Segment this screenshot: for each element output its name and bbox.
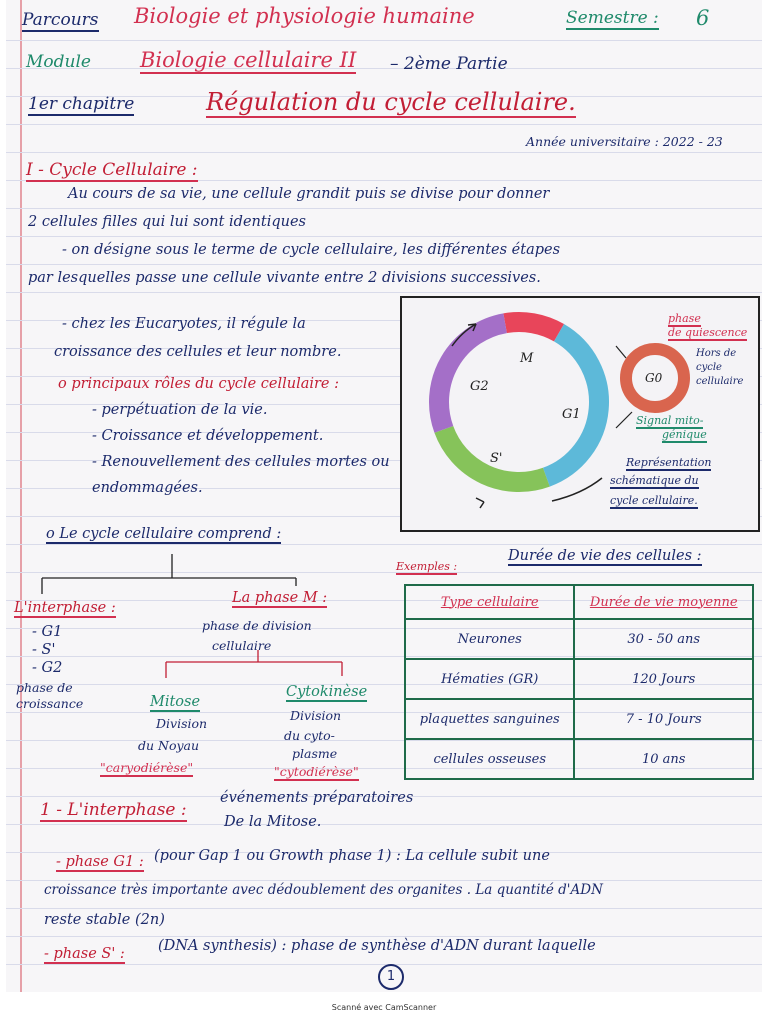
table-row	[405, 659, 753, 699]
annee-universitaire: Année universitaire : 2022 - 23	[526, 134, 723, 149]
phase-quiescence-label: phase	[668, 312, 701, 325]
phase-m-desc: phase de division	[202, 618, 312, 633]
interphase-desc: croissance	[16, 696, 84, 711]
phase-quiescence-label: de quiescence	[668, 326, 748, 339]
cell-duration: 30 - 50 ans	[574, 619, 753, 659]
tree-connectors	[6, 550, 386, 690]
interphase-desc: phase de	[16, 680, 73, 695]
phase-g1-text: reste stable (2n)	[44, 912, 165, 928]
role-item: - perpétuation de la vie.	[92, 402, 268, 418]
section-title: I - Cycle Cellulaire :	[26, 160, 198, 180]
semestre-label: Semestre :	[566, 8, 659, 28]
hors-cycle-label: cellulaire	[696, 376, 744, 387]
arrow-head-icon	[476, 498, 484, 508]
cytokinese-title: Cytokinèse	[286, 684, 368, 700]
cytokinese-desc: Division	[290, 708, 342, 723]
roles-title: o principaux rôles du cycle cellulaire :	[58, 376, 340, 392]
role-item: endommagées.	[92, 480, 203, 496]
arrow-icon	[616, 412, 632, 428]
label-g1: G1	[562, 407, 581, 422]
cell-type: plaquettes sanguines	[405, 699, 574, 739]
phase-g1-arc	[546, 333, 599, 477]
phase-m-title: La phase M :	[232, 590, 328, 606]
ruled-line	[6, 208, 762, 209]
ruled-line	[6, 936, 762, 937]
parcours-label: Parcours	[22, 10, 99, 30]
module-part: – 2ème Partie	[390, 54, 508, 74]
ruled-line	[6, 152, 762, 153]
header-duration: Durée de vie moyenne	[574, 585, 753, 619]
mitose-title: Mitose	[150, 694, 201, 710]
cytokinese-desc: du cyto-	[284, 728, 335, 743]
interphase-title: L'interphase :	[14, 600, 116, 616]
eucaryote-line: - chez les Eucaryotes, il régule la	[62, 316, 306, 332]
ruled-line	[6, 292, 762, 293]
phase-g2-arc	[439, 323, 505, 429]
interphase-section-title: 1 - L'interphase :	[40, 800, 187, 820]
diagram-caption: Représentation	[626, 456, 712, 469]
semestre-value: 6	[696, 6, 710, 30]
ruled-line	[6, 824, 762, 825]
mitose-desc: du Noyau	[138, 738, 200, 753]
interphase-item: - G1	[32, 624, 63, 640]
phase-s-label: - phase S' :	[44, 946, 125, 962]
chapitre-label: 1er chapitre	[28, 94, 135, 114]
arrow-icon	[616, 346, 626, 358]
signal-mitogenique-label: Signal mito-	[636, 414, 704, 427]
intro-line: Au cours de sa vie, une cellule grandit puis se divise pour donner	[68, 186, 550, 202]
role-item: - Renouvellement des cellules mortes ou	[92, 454, 390, 470]
page-number: 1	[378, 964, 404, 990]
interphase-section-subtitle: événements préparatoires	[220, 790, 414, 806]
module-value: Biologie cellulaire II	[140, 48, 357, 72]
hors-cycle-label: Hors de	[696, 348, 737, 359]
cell-type: cellules osseuses	[405, 739, 574, 779]
hors-cycle-label: cycle	[696, 362, 722, 373]
exemples-label: Exemples :	[396, 560, 458, 573]
notebook-page	[6, 0, 762, 992]
eucaryote-line: croissance des cellules et leur nombre.	[54, 344, 342, 360]
cytokinese-desc: plasme	[292, 746, 338, 761]
diagram-caption: schématique du	[610, 474, 699, 487]
ruled-line	[6, 264, 762, 265]
interphase-section-subtitle: De la Mitose.	[224, 814, 322, 830]
cell-type: Hématies (GR)	[405, 659, 574, 699]
ruled-line	[6, 40, 762, 41]
module-label: Module	[26, 52, 91, 72]
phase-m-arc	[505, 322, 559, 333]
durations-title: Durée de vie des cellules :	[508, 548, 702, 564]
cell-duration: 10 ans	[574, 739, 753, 779]
phase-g1-text: croissance très importante avec dédoublement des organites . La quantité d'ADN	[44, 882, 603, 898]
header-type: Type cellulaire	[405, 585, 574, 619]
margin-line	[20, 0, 22, 992]
table-row	[405, 699, 753, 739]
table-row	[405, 619, 753, 659]
cell-duration: 7 - 10 Jours	[574, 699, 753, 739]
cell-duration: 120 Jours	[574, 659, 753, 699]
intro-line: - on désigne sous le terme de cycle cellulaire, les différentes étapes	[62, 242, 561, 258]
intro-line: par lesquelles passe une cellule vivante entre 2 divisions successives.	[28, 270, 541, 286]
label-m: M	[520, 351, 534, 366]
phase-m-desc: cellulaire	[212, 638, 272, 653]
role-item: - Croissance et développement.	[92, 428, 324, 444]
cytokinese-term: "cytodiérèse"	[274, 764, 359, 779]
interphase-item: - S'	[32, 642, 56, 658]
table-header-row	[405, 585, 753, 619]
durations-table	[404, 584, 754, 780]
signal-mitogenique-label: génique	[662, 428, 707, 441]
label-g0: G0	[645, 371, 663, 385]
phase-g1-text: (pour Gap 1 ou Growth phase 1) : La cellule subit une	[154, 848, 550, 864]
mitose-term: "caryodiérèse"	[100, 760, 194, 775]
cell-type: Neurones	[405, 619, 574, 659]
label-g2: G2	[470, 379, 489, 394]
ruled-line	[6, 880, 762, 881]
interphase-item: - G2	[32, 660, 63, 676]
comprend-title: o Le cycle cellulaire comprend :	[46, 526, 282, 542]
ruled-line	[6, 908, 762, 909]
ruled-line	[6, 236, 762, 237]
chapitre-value: Régulation du cycle cellulaire.	[206, 88, 576, 116]
ruled-line	[6, 68, 762, 69]
ruled-line	[6, 124, 762, 125]
table-row	[405, 739, 753, 779]
ruled-line	[6, 544, 762, 545]
label-s: S'	[490, 451, 503, 466]
scanner-footer: Scanné avec CamScanner	[331, 1003, 437, 1012]
parcours-value: Biologie et physiologie humaine	[134, 4, 475, 28]
phase-g1-label: - phase G1 :	[56, 854, 144, 870]
diagram-caption: cycle cellulaire.	[610, 494, 698, 507]
phase-s-text: (DNA synthesis) : phase de synthèse d'ADN durant laquelle	[158, 938, 596, 954]
intro-line: 2 cellules filles qui lui sont identiques	[28, 214, 306, 230]
mitose-desc: Division	[156, 716, 208, 731]
